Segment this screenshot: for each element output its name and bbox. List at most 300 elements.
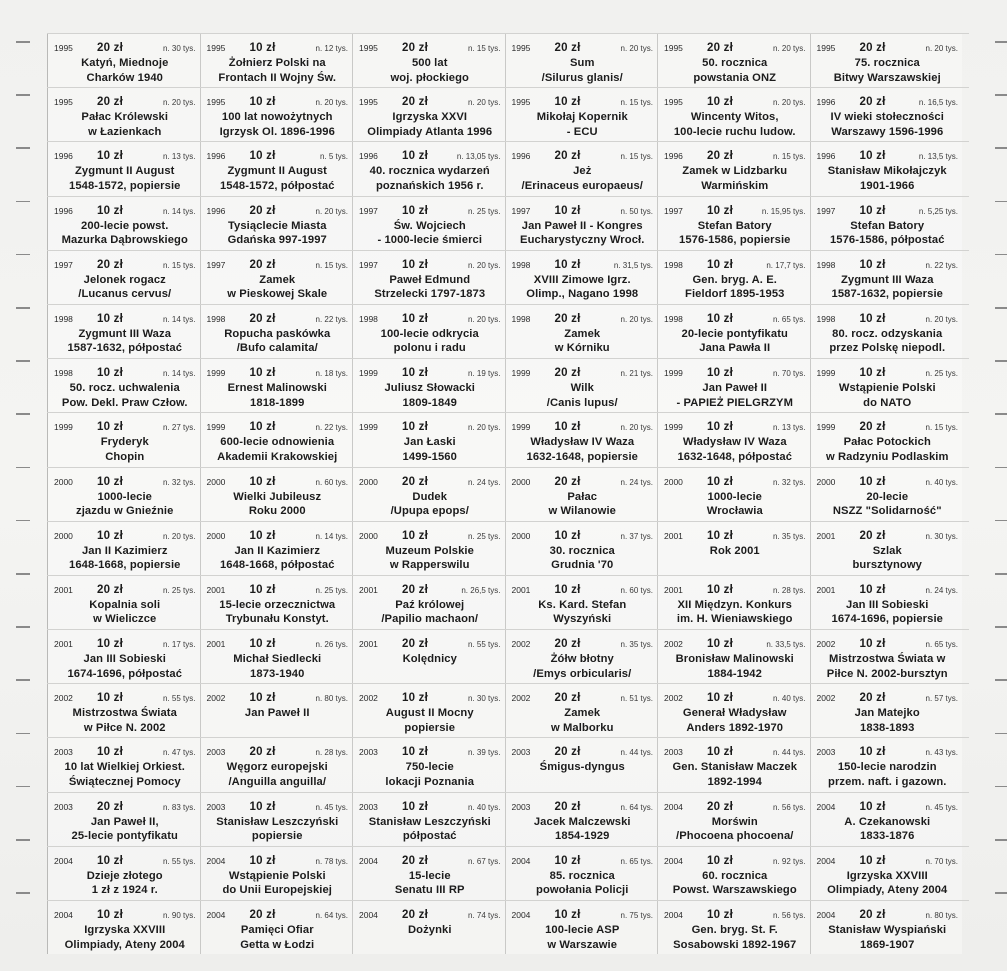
coin-label: [352, 576, 505, 629]
coin-title: 40. rocznica wydarzeń: [369, 165, 490, 178]
issue-year: 2004: [359, 855, 378, 866]
coin-subtitle: Anders 1892-1970: [686, 721, 784, 734]
label-header: [359, 367, 501, 381]
face-value: 10 zł: [707, 96, 733, 109]
issue-year: 2004: [206, 855, 226, 866]
face-value: 20 zł: [249, 909, 276, 921]
coin-title: Zygmunt III Waza: [840, 273, 934, 286]
coin-title: Muzeum Polskie: [385, 544, 474, 557]
coin-title: Generał Władysław: [682, 707, 787, 720]
coin-title: Jan Łaski: [403, 436, 456, 449]
mintage: n. 43 tys.: [925, 748, 958, 758]
coin-title: 200-lecie powst.: [81, 219, 169, 232]
coin-subtitle: w Malborku: [550, 721, 614, 734]
coin-subtitle: 1869-1907: [860, 938, 915, 951]
coin-label: [505, 251, 658, 304]
coin-subtitle: Olimpiady, Ateny 2004: [827, 884, 948, 897]
face-value: 10 zł: [97, 150, 123, 163]
coin-subtitle: /Upupa epops/: [390, 505, 469, 517]
coin-subtitle: 1576-1586, półpostać: [829, 234, 945, 247]
cut-mark: [16, 201, 30, 203]
coin-label: [200, 359, 353, 412]
issue-year: 2000: [816, 476, 836, 487]
label-header: [512, 692, 654, 706]
label-header: [359, 205, 501, 219]
coin-title: Jan III Sobieski: [846, 598, 929, 611]
label-header: [664, 692, 806, 706]
face-value: 20 zł: [249, 258, 276, 271]
coin-label: [810, 305, 963, 358]
label-header: [207, 476, 349, 490]
coin-title: Stefan Batory: [697, 219, 772, 232]
coin-subtitle: 1548-1572, popiersie: [69, 179, 181, 192]
coin-label: [505, 359, 658, 412]
coin-label: [47, 197, 200, 250]
coin-label: [657, 901, 810, 954]
face-value: 10 zł: [859, 638, 886, 651]
coin-subtitle: przez Polskę niepodl.: [829, 342, 946, 355]
issue-year: 2001: [511, 584, 531, 595]
issue-year: 2003: [359, 801, 378, 812]
coin-label: [200, 901, 353, 954]
issue-year: 1995: [664, 43, 683, 53]
face-value: 10 zł: [707, 475, 733, 488]
issue-year: 2004: [664, 801, 683, 812]
face-value: 20 zł: [97, 96, 123, 109]
coin-title: 750-lecie: [405, 761, 454, 774]
coin-label: [47, 359, 200, 412]
coin-title: Węgorz europejski: [226, 761, 328, 774]
issue-year: 1999: [664, 368, 683, 379]
face-value: 10 zł: [859, 800, 886, 813]
face-value: 10 zł: [859, 150, 886, 163]
issue-year: 2003: [511, 801, 531, 812]
coin-label: [200, 305, 353, 358]
coin-subtitle: /Silurus glanis/: [541, 71, 623, 84]
face-value: 10 zł: [707, 692, 733, 705]
face-value: 20 zł: [402, 638, 428, 651]
coin-label: [657, 34, 810, 87]
label-header: [359, 638, 501, 652]
issue-year: 1998: [511, 313, 531, 324]
face-value: 20 zł: [859, 909, 886, 921]
coin-subtitle: /Canis lupus/: [546, 396, 618, 409]
coin-subtitle: Warszawy 1596-1996: [831, 125, 944, 138]
issue-year: 1996: [511, 151, 531, 162]
coin-label: [200, 630, 353, 683]
mintage: n. 15 tys.: [620, 152, 653, 162]
coin-label: [505, 142, 658, 195]
mintage: n. 21 tys.: [620, 369, 653, 379]
mintage: n. 70 tys.: [925, 856, 958, 866]
coin-title: Stanisław Mikołajczyk: [827, 165, 947, 178]
coin-title: Kolędnicy: [402, 653, 457, 666]
label-row: [47, 412, 969, 466]
coin-title: Jelonek rogacz: [83, 273, 166, 286]
face-value: 10 zł: [554, 854, 581, 867]
issue-year: 2001: [54, 584, 73, 595]
coin-title: Mistrzostwa Świata w: [829, 653, 946, 666]
coin-subtitle: 1818-1899: [250, 396, 305, 409]
mintage: n. 22 tys.: [315, 314, 348, 324]
coin-label: [505, 576, 658, 629]
face-value: 20 zł: [859, 529, 886, 542]
coin-label: [505, 901, 658, 954]
mintage: n. 15 tys.: [468, 44, 501, 53]
coin-label: [352, 359, 505, 412]
coin-subtitle: 1632-1648, półpostać: [677, 450, 793, 463]
coin-subtitle: im. H. Wieniawskiego: [676, 613, 793, 626]
coin-title: Wilk: [570, 382, 594, 395]
coin-label: [657, 251, 810, 304]
coin-title: Wincenty Witos,: [690, 111, 779, 124]
coin-title: Jan Paweł II - Kongres: [521, 219, 643, 232]
mintage: n. 92 tys.: [773, 856, 806, 866]
coin-subtitle: 1648-1668, popiersie: [69, 559, 181, 572]
coin-title: Dożynki: [407, 924, 452, 936]
coin-label: [810, 522, 963, 575]
label-header: [54, 205, 196, 219]
face-value: 10 zł: [97, 529, 123, 542]
mintage: n. 56 tys.: [773, 911, 806, 920]
issue-year: 1999: [359, 368, 378, 379]
mintage: n. 55 tys.: [163, 694, 196, 704]
issue-year: 2003: [816, 747, 836, 758]
face-value: 10 zł: [97, 475, 123, 488]
coin-subtitle: 1884-1942: [707, 667, 762, 680]
coin-label: [200, 522, 353, 575]
issue-year: 1998: [206, 313, 226, 324]
mintage: n. 19 tys.: [468, 369, 501, 379]
coin-subtitle: w Wieliczce: [93, 613, 157, 626]
issue-year: 2003: [54, 801, 73, 812]
label-header: [512, 150, 654, 164]
coin-title: 100-lecie ASP: [545, 924, 620, 936]
top-stub-row: [47, 0, 969, 33]
cut-mark: [16, 360, 30, 362]
face-value: 20 zł: [554, 475, 581, 488]
coin-title: Wstąpienie Polski: [228, 869, 326, 882]
coin-subtitle: Pow. Dekl. Praw Człow.: [61, 396, 188, 409]
issue-year: 2001: [816, 530, 836, 541]
issue-year: 1996: [54, 151, 73, 162]
coin-label: [352, 901, 505, 954]
coin-label-grid: [47, 0, 969, 954]
mintage: n. 20 tys.: [925, 314, 958, 324]
coin-label: [352, 522, 505, 575]
face-value: 10 zł: [859, 204, 886, 217]
coin-label: [47, 576, 200, 629]
coin-title: Pałac Potockich: [843, 436, 931, 449]
label-header: [54, 746, 196, 760]
coin-subtitle: Charków 1940: [86, 71, 163, 84]
coin-label: [505, 34, 658, 87]
label-header: [664, 855, 806, 869]
label-header: [512, 584, 654, 598]
coin-label: [200, 738, 353, 791]
issue-year: 2000: [206, 530, 226, 541]
coin-subtitle: 1648-1668, półpostać: [219, 559, 335, 572]
issue-year: 2000: [511, 530, 531, 541]
label-header: [359, 801, 501, 815]
coin-title: 20-lecie: [866, 490, 909, 503]
label-row: [47, 683, 969, 737]
mintage: n. 51 tys.: [620, 694, 653, 704]
coin-label: [352, 684, 505, 737]
face-value: 10 zł: [97, 204, 123, 217]
coin-title: A. Czekanowski: [844, 815, 931, 828]
mintage: n. 32 tys.: [163, 477, 196, 487]
coin-subtitle: /Papilio machaon/: [381, 613, 479, 626]
label-row: [47, 737, 969, 791]
coin-label: [657, 88, 810, 141]
coin-label: [352, 197, 505, 250]
mintage: n. 13 tys.: [773, 423, 806, 433]
label-header: [664, 746, 806, 760]
cut-mark: [995, 839, 1007, 841]
face-value: 10 zł: [707, 367, 733, 380]
coin-subtitle: Warmińskim: [701, 179, 769, 192]
mintage: n. 20 tys.: [315, 98, 348, 108]
coin-subtitle: Jana Pawła II: [699, 342, 771, 355]
label-header: [664, 638, 806, 652]
coin-title: 600-lecie odnowienia: [220, 436, 335, 449]
coin-title: Mistrzostwa Świata: [72, 707, 177, 720]
coin-title: Jan II Kazimierz: [234, 544, 321, 557]
face-value: 10 zł: [402, 258, 428, 271]
coin-label: [47, 305, 200, 358]
label-header: [359, 909, 501, 923]
mintage: n. 25 tys.: [315, 585, 348, 595]
face-value: 10 zł: [707, 583, 733, 596]
coin-label: [200, 251, 353, 304]
issue-year: 1998: [816, 313, 836, 324]
face-value: 20 zł: [402, 475, 428, 488]
coin-title: Zamek: [259, 273, 296, 286]
mintage: n. 31,5 tys.: [613, 260, 653, 270]
label-row: [47, 792, 969, 846]
coin-title: Ernest Malinowski: [227, 382, 327, 395]
coin-title: Paweł Edmund: [389, 273, 471, 286]
face-value: 10 zł: [707, 258, 733, 271]
mintage: n. 20 tys.: [163, 98, 196, 108]
coin-title: Jeż: [573, 165, 592, 178]
face-value: 10 zł: [402, 529, 428, 542]
cut-mark: [995, 626, 1007, 628]
coin-label: [657, 522, 810, 575]
coin-title: 500 lat: [411, 57, 448, 69]
mintage: n. 70 tys.: [773, 369, 806, 379]
issue-year: 2004: [54, 855, 73, 866]
coin-subtitle: 1809-1849: [402, 396, 457, 409]
mintage: n. 80 tys.: [315, 694, 348, 704]
label-header: [54, 476, 196, 490]
coin-label: [810, 197, 963, 250]
face-value: 10 zł: [707, 421, 733, 434]
issue-year: 1998: [359, 313, 378, 324]
mintage: n. 13,5 tys.: [918, 152, 958, 162]
issue-year: 1997: [664, 205, 683, 216]
coin-label: [352, 142, 505, 195]
label-row: [47, 304, 969, 358]
coin-title: Żołnierz Polski na: [228, 57, 326, 69]
coin-subtitle: /Phocoena phocoena/: [675, 830, 794, 843]
label-header: [54, 96, 196, 110]
coin-label: [200, 847, 353, 900]
face-value: 20 zł: [554, 367, 581, 380]
mintage: n. 25 tys.: [163, 585, 196, 595]
coin-label: [810, 793, 963, 846]
issue-year: 2000: [54, 530, 73, 541]
coin-title: 60. rocznica: [702, 869, 768, 882]
issue-year: 1995: [54, 97, 73, 108]
mintage: n. 20 tys.: [468, 98, 501, 108]
face-value: 20 zł: [402, 909, 428, 921]
coin-label: [657, 413, 810, 466]
label-row: [47, 141, 969, 195]
label-header: [664, 801, 806, 815]
issue-year: 2004: [816, 910, 836, 920]
face-value: 10 zł: [402, 692, 428, 705]
mintage: n. 20 tys.: [620, 44, 653, 53]
coin-subtitle: Bitwy Warszawskiej: [833, 71, 941, 84]
coin-title: Gen. bryg. A. E.: [692, 273, 777, 286]
coin-label: [47, 88, 200, 141]
issue-year: 1995: [511, 43, 531, 53]
face-value: 10 zł: [249, 367, 276, 380]
label-header: [207, 855, 349, 869]
label-header: [817, 638, 959, 652]
coin-title: 80. rocz. odzyskania: [832, 327, 943, 340]
label-header: [207, 367, 349, 381]
label-row: [47, 900, 969, 954]
coin-subtitle: Akademii Krakowskiej: [217, 450, 338, 463]
face-value: 10 zł: [97, 692, 123, 705]
issue-year: 2001: [359, 639, 378, 650]
mintage: n. 65 tys.: [620, 856, 653, 866]
mintage: n. 22 tys.: [315, 423, 348, 433]
cut-mark: [995, 41, 1007, 43]
coin-title: 30. rocznica: [549, 544, 615, 557]
face-value: 10 zł: [402, 367, 428, 380]
mintage: n. 30 tys.: [925, 531, 958, 541]
coin-title: Zygmunt II August: [227, 165, 327, 178]
coin-label: [352, 251, 505, 304]
label-header: [817, 746, 959, 760]
cut-mark: [16, 147, 30, 149]
coin-subtitle: 1587-1632, popiersie: [831, 288, 943, 301]
coin-subtitle: 1632-1648, popiersie: [526, 450, 638, 463]
label-row: [47, 358, 969, 412]
cut-mark: [995, 254, 1007, 256]
issue-year: 2003: [511, 747, 531, 758]
label-header: [512, 746, 654, 760]
face-value: 10 zł: [97, 854, 123, 867]
mintage: n. 22 tys.: [925, 260, 958, 270]
label-row: [47, 250, 969, 304]
coin-subtitle: 1892-1994: [707, 775, 762, 788]
coin-subtitle: Olimpiady Atlanta 1996: [367, 125, 493, 138]
coin-subtitle: woj. płockiego: [390, 71, 469, 84]
coin-subtitle: 1548-1572, półpostać: [219, 179, 335, 192]
coin-subtitle: w Łazienkach: [88, 125, 162, 138]
face-value: 10 zł: [97, 367, 123, 380]
mintage: n. 20 tys.: [620, 314, 653, 324]
mintage: n. 16,5 tys.: [918, 98, 958, 108]
face-value: 10 zł: [402, 312, 428, 325]
mintage: n. 67 tys.: [468, 856, 501, 866]
cut-mark: [995, 94, 1007, 96]
label-header: [207, 692, 349, 706]
coin-title: Pałac: [567, 490, 598, 503]
coin-title: 100-lecie odkrycia: [380, 327, 479, 340]
label-header: [54, 530, 196, 544]
cut-mark: [995, 520, 1007, 522]
coin-label: [505, 684, 658, 737]
mintage: n. 27 tys.: [163, 423, 196, 433]
coin-label: [810, 576, 963, 629]
face-value: 10 zł: [97, 638, 123, 651]
mintage: n. 14 tys.: [163, 314, 196, 324]
coin-title: XII Międzyn. Konkurs: [677, 598, 792, 611]
coin-subtitle: Powst. Warszawskiego: [672, 884, 797, 897]
face-value: 10 zł: [554, 421, 581, 434]
issue-year: 1999: [206, 422, 226, 433]
coin-subtitle: powołania Policji: [536, 884, 629, 897]
label-header: [359, 96, 501, 110]
coin-label: [810, 359, 963, 412]
mintage: n. 65 tys.: [925, 640, 958, 650]
label-header: [512, 855, 654, 869]
coin-label: [810, 738, 963, 791]
label-header: [664, 476, 806, 490]
coin-label: [657, 684, 810, 737]
issue-year: 2002: [511, 639, 531, 650]
face-value: 10 zł: [249, 638, 276, 651]
mintage: n. 47 tys.: [163, 748, 196, 758]
mintage: n. 30 tys.: [163, 44, 196, 53]
label-header: [512, 530, 654, 544]
label-header: [207, 530, 349, 544]
mintage: n. 20 tys.: [163, 531, 196, 541]
coin-title: Gen. Stanisław Maczek: [672, 761, 798, 774]
mintage: n. 44 tys.: [620, 748, 653, 758]
cut-mark: [995, 733, 1007, 735]
coin-title: Zamek: [564, 707, 601, 720]
issue-year: 1999: [816, 422, 836, 433]
issue-year: 2004: [816, 855, 836, 866]
label-header: [664, 584, 806, 598]
label-header: [54, 909, 196, 923]
coin-subtitle: - PAPIEŻ PIELGRZYM: [676, 396, 794, 409]
mintage: n. 60 tys.: [620, 585, 653, 595]
face-value: 10 zł: [707, 529, 733, 542]
label-row: [47, 629, 969, 683]
label-row: [47, 521, 969, 575]
label-header: [512, 205, 654, 219]
label-header: [54, 584, 196, 598]
coin-title: Ks. Kard. Stefan: [538, 598, 627, 611]
issue-year: 1998: [664, 313, 683, 324]
face-value: 20 zł: [402, 42, 428, 54]
label-header: [817, 692, 959, 706]
cut-mark: [995, 201, 1007, 203]
mintage: n. 17 tys.: [163, 640, 196, 650]
label-row: [47, 87, 969, 141]
face-value: 10 zł: [97, 746, 123, 759]
coin-title: 50. rocz. uchwalenia: [69, 382, 180, 395]
issue-year: 1999: [359, 422, 378, 433]
